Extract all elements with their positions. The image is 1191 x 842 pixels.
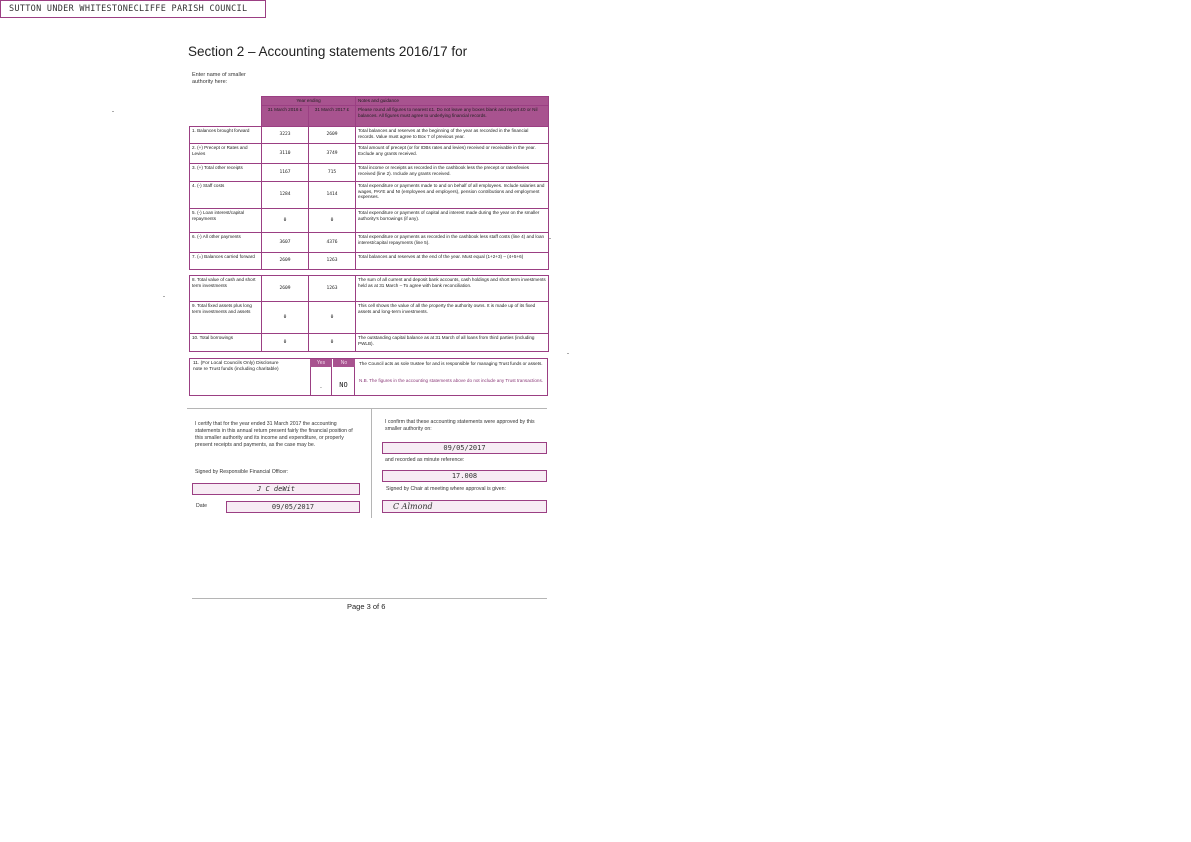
table-subheader-row: [190, 106, 549, 127]
value-2017[interactable]: 0: [309, 302, 356, 334]
row-note: Total amount of precept (or for IDBs rates and levies) received or receivable in the year. Exclude any grants received.: [356, 144, 549, 164]
table-header-row: [190, 97, 549, 106]
row-label: 9. Total fixed assets plus long term investments and assets: [190, 302, 262, 334]
page-number: Page 3 of 6: [347, 602, 386, 611]
year-ending-header: Year ending: [262, 97, 356, 106]
row-note: Total income or receipts as recorded in the cashbook less the precept or rates/levies received (line 2). Include any grants received.: [356, 164, 549, 182]
value-2017[interactable]: 1263: [309, 253, 356, 270]
row-label: 6. (-) All other payments: [190, 233, 262, 253]
table-row: [190, 182, 549, 209]
date-label: Date: [196, 503, 207, 509]
value-2016[interactable]: 1284: [262, 182, 309, 209]
value-2017[interactable]: 715: [309, 164, 356, 182]
table-row: [190, 209, 549, 233]
chair-signature-field[interactable]: C Almond: [382, 500, 547, 513]
row-label: 2. (+) Precept or Rates and Levies: [190, 144, 262, 164]
row-label: 4. (-) Staff costs: [190, 182, 262, 209]
accounting-statements-table: [189, 96, 549, 357]
authority-name-label: Enter name of smaller authority here:: [192, 72, 246, 85]
row11-label: 11. (For Local Councils Only) Disclosure note re Trust funds (including charitable): [193, 361, 279, 372]
page-title: Section 2 – Accounting statements 2016/17 for: [188, 44, 468, 59]
value-2016[interactable]: 0: [262, 302, 309, 334]
chair-signed-label: Signed by Chair at meeting where approval is given:: [386, 486, 506, 492]
row-note: The outstanding capital balance as at 31 March of all loans from third parties (including PWLB).: [356, 334, 549, 352]
minute-label: and recorded as minute reference:: [385, 457, 465, 463]
row-label: 5. (-) Loan interest/capital repayments: [190, 209, 262, 233]
notes-intro: Please round all figures to nearest £1. Do not leave any boxes blank and report £0 or Nil balances. All figures must agree to underlying financial records.: [356, 106, 549, 127]
row-note: Total balances and reserves at the beginning of the year as recorded in the financial records. Value must agree to Box 7 of previous year.: [356, 127, 549, 144]
row-note: The sum of all current and deposit bank accounts, cash holdings and short term investments held as at 31 March – To agree with bank reconciliation.: [356, 276, 549, 302]
value-2016[interactable]: 3607: [262, 233, 309, 253]
row-note: Total expenditure or payments as recorded in the cashbook less staff costs (line 4) and loan interest/capital repayments (line 5).: [356, 233, 549, 253]
table-row: [190, 164, 549, 182]
table-row: [190, 334, 549, 352]
value-2016[interactable]: 0: [262, 334, 309, 352]
authority-name-field[interactable]: SUTTON UNDER WHITESTONECLIFFE PARISH COUNCIL: [0, 0, 266, 18]
minute-reference-field[interactable]: 17.008: [382, 470, 547, 482]
row-note: This cell shows the value of all the property the authority owns. It is made up of its fixed assets and long-term investments.: [356, 302, 549, 334]
scan-speck: [549, 238, 551, 239]
rfo-signature-field[interactable]: J C deWit: [192, 483, 360, 495]
table-row: [190, 276, 549, 302]
rfo-certification-text: I certify that for the year ended 31 March 2017 the accounting statements in this annual return present fairly the financial position of this smaller authority and its income and expenditure, or properly present receipts and payments, as the case may be.: [195, 421, 353, 448]
row-label: 3. (+) Total other receipts: [190, 164, 262, 182]
scan-speck: [163, 296, 165, 297]
value-2016[interactable]: 3110: [262, 144, 309, 164]
value-2016[interactable]: 0: [262, 209, 309, 233]
trust-funds-row: [189, 358, 548, 396]
col-2016-header: 31 March 2016 £: [262, 106, 309, 127]
value-2016[interactable]: 2609: [262, 253, 309, 270]
row-label: 1. Balances brought forward: [190, 127, 262, 144]
value-2017[interactable]: 3749: [309, 144, 356, 164]
divider: [371, 408, 372, 518]
table-row: [190, 253, 549, 270]
table-row: [190, 127, 549, 144]
notes-header: Notes and guidance: [356, 97, 549, 106]
no-checkbox[interactable]: NO: [333, 367, 355, 395]
value-2017[interactable]: 1263: [309, 276, 356, 302]
row-note: Total balances and reserves at the end of the year. Must equal (1+2+3) – (4+5+6): [356, 253, 549, 270]
value-2016[interactable]: 3223: [262, 127, 309, 144]
col-2017-header: 31 March 2017 £: [309, 106, 356, 127]
rfo-date-field[interactable]: 09/05/2017: [226, 501, 360, 513]
scan-speck: [112, 111, 114, 112]
value-2017[interactable]: 2609: [309, 127, 356, 144]
row11-note: The Council acts as sole trustee for and is responsible for managing Trust funds or assets.: [359, 361, 543, 366]
table-row: [190, 302, 549, 334]
approval-text: I confirm that these accounting statements were approved by this smaller authority on:: [385, 419, 535, 432]
value-2016[interactable]: 2609: [262, 276, 309, 302]
row-label: 8. Total value of cash and short term investments: [190, 276, 262, 302]
yes-checkbox[interactable]: .: [310, 367, 332, 395]
rfo-signed-label: Signed by Responsible Financial Officer:: [195, 469, 289, 475]
table-row: [190, 144, 549, 164]
divider: [187, 408, 547, 409]
yes-header: Yes: [310, 359, 332, 367]
value-2017[interactable]: 1414: [309, 182, 356, 209]
row-note: Total expenditure or payments of capital and interest made during the year on the smaller authority's borrowings (if any).: [356, 209, 549, 233]
footer-rule: [192, 598, 547, 599]
row11-note-nb: N.B. The figures in the accounting statements above do not include any Trust transactions.: [359, 378, 544, 383]
value-2017[interactable]: 0: [309, 334, 356, 352]
table-row: [190, 233, 549, 253]
row-label: 10. Total borrowings: [190, 334, 262, 352]
value-2016[interactable]: 1167: [262, 164, 309, 182]
approval-date-field[interactable]: 09/05/2017: [382, 442, 547, 454]
row-note: Total expenditure or payments made to and on behalf of all employees. Include salaries and wages, PAYE and NI (employees and employers), pension contributions and employment expenses.: [356, 182, 549, 209]
value-2017[interactable]: 0: [309, 209, 356, 233]
row-label: 7. (=) Balances carried forward: [190, 253, 262, 270]
value-2017[interactable]: 4376: [309, 233, 356, 253]
no-header: No: [333, 359, 355, 367]
scan-speck: [567, 353, 569, 354]
